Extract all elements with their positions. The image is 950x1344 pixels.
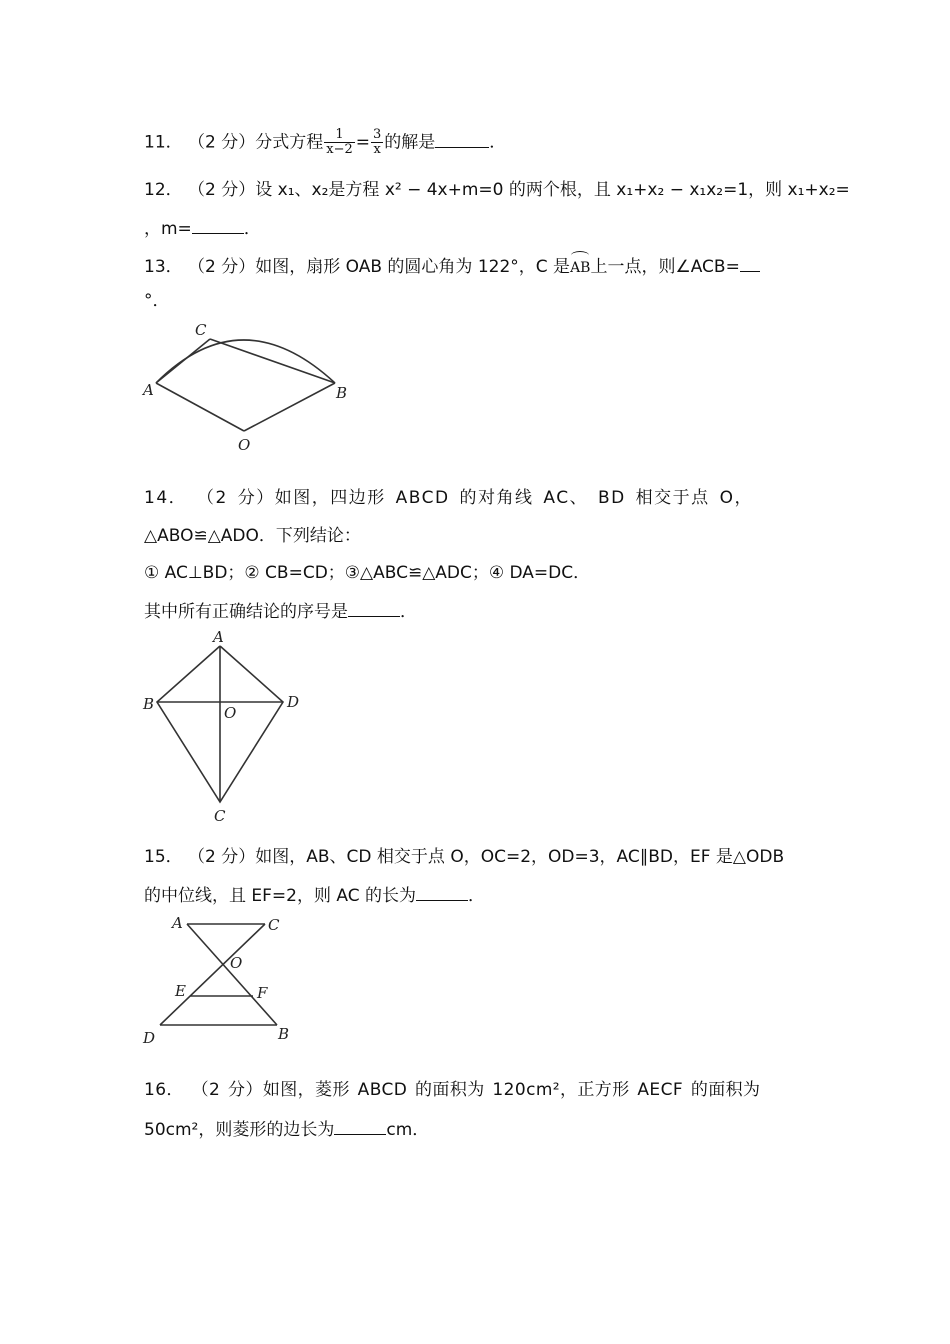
question-14-line4: 其中所有正确结论的序号是 ． — [144, 598, 417, 624]
label-c: C — [268, 916, 280, 934]
label-f: F — [257, 984, 268, 1002]
label-d: D — [287, 693, 300, 711]
segment-ao — [156, 383, 244, 431]
question-13-line2: °． — [144, 291, 170, 311]
segment-cb — [210, 339, 335, 383]
label-e: E — [175, 982, 186, 1000]
answer-blank — [740, 253, 760, 272]
label-b: B — [143, 695, 155, 713]
label-b: B — [278, 1025, 290, 1043]
segment-cd — [160, 924, 265, 1025]
answer-blank — [435, 129, 489, 148]
question-11: 11． （2 分）分式方程 $\frac{1}{x-2}$ = $\frac{3}{x}$ 的解是 ． — [144, 127, 507, 157]
answer-blank — [348, 598, 400, 617]
label-o: O — [224, 704, 237, 722]
answer-blank — [416, 882, 468, 901]
label-o: O — [230, 954, 243, 972]
label-b: B — [336, 384, 348, 402]
answer-blank — [192, 215, 244, 234]
figure-15-triangles — [135, 910, 300, 1050]
label-d: D — [143, 1029, 156, 1047]
label-c: C — [214, 807, 226, 825]
figure-14-kite — [135, 628, 315, 828]
question-16-line1: 16． （2 分）如图，菱形 ABCD 的面积为 120cm²，正方形 AECF 的面积为 — [144, 1080, 761, 1100]
q11-fraction-right: $\frac{3}{x}$ — [373, 127, 382, 157]
question-14-line1: 14． （2 分）如图，四边形 ABCD 的对角线 AC、 BD 相交于点 O， — [144, 488, 753, 508]
question-16-line2: 50cm²，则菱形的边长为 cm． — [144, 1116, 429, 1142]
question-14-line3: ① AC⊥BD；② CB=CD；③△ABC≌△ADC；④ DA=DC． — [144, 563, 591, 583]
arc-ab-symbol: AB — [570, 256, 590, 280]
question-12-line1: 12． （2 分）设 x₁、x₂是方程 x² − 4x+m=0 的两个根，且 x₁+x₂ − x₁x₂=1，则 x₁+x₂= — [144, 180, 850, 200]
label-a: A — [143, 381, 154, 399]
q11-text: 11． （2 分）分式方程 — [144, 132, 324, 153]
question-15-line2: 的中位线，且 EF=2，则 AC 的长为 ． — [144, 882, 485, 908]
question-15-line1: 15． （2 分）如图，AB、CD 相交于点 O，OC=2，OD=3，AC∥BD，EF 是△ODB — [144, 847, 785, 867]
answer-blank — [334, 1116, 386, 1135]
question-13-line1: 13． （2 分）如图，扇形 OAB 的圆心角为 122°，C 是AB上一点，则∠ACB= — [144, 253, 760, 280]
label-c: C — [195, 321, 207, 339]
question-12-line2: ，m= ． — [144, 215, 261, 241]
question-14-line2: △ABO≌△ADO．下列结论： — [144, 526, 361, 546]
segment-ab — [187, 924, 277, 1025]
label-o: O — [238, 436, 251, 454]
label-a: A — [213, 628, 224, 646]
segment-bo — [244, 383, 335, 431]
label-a: A — [172, 914, 183, 932]
figure-13-sector — [130, 315, 370, 460]
segment-ac — [156, 339, 210, 383]
q11-fraction-left: $\frac{1}{x-2}$ — [326, 127, 353, 157]
